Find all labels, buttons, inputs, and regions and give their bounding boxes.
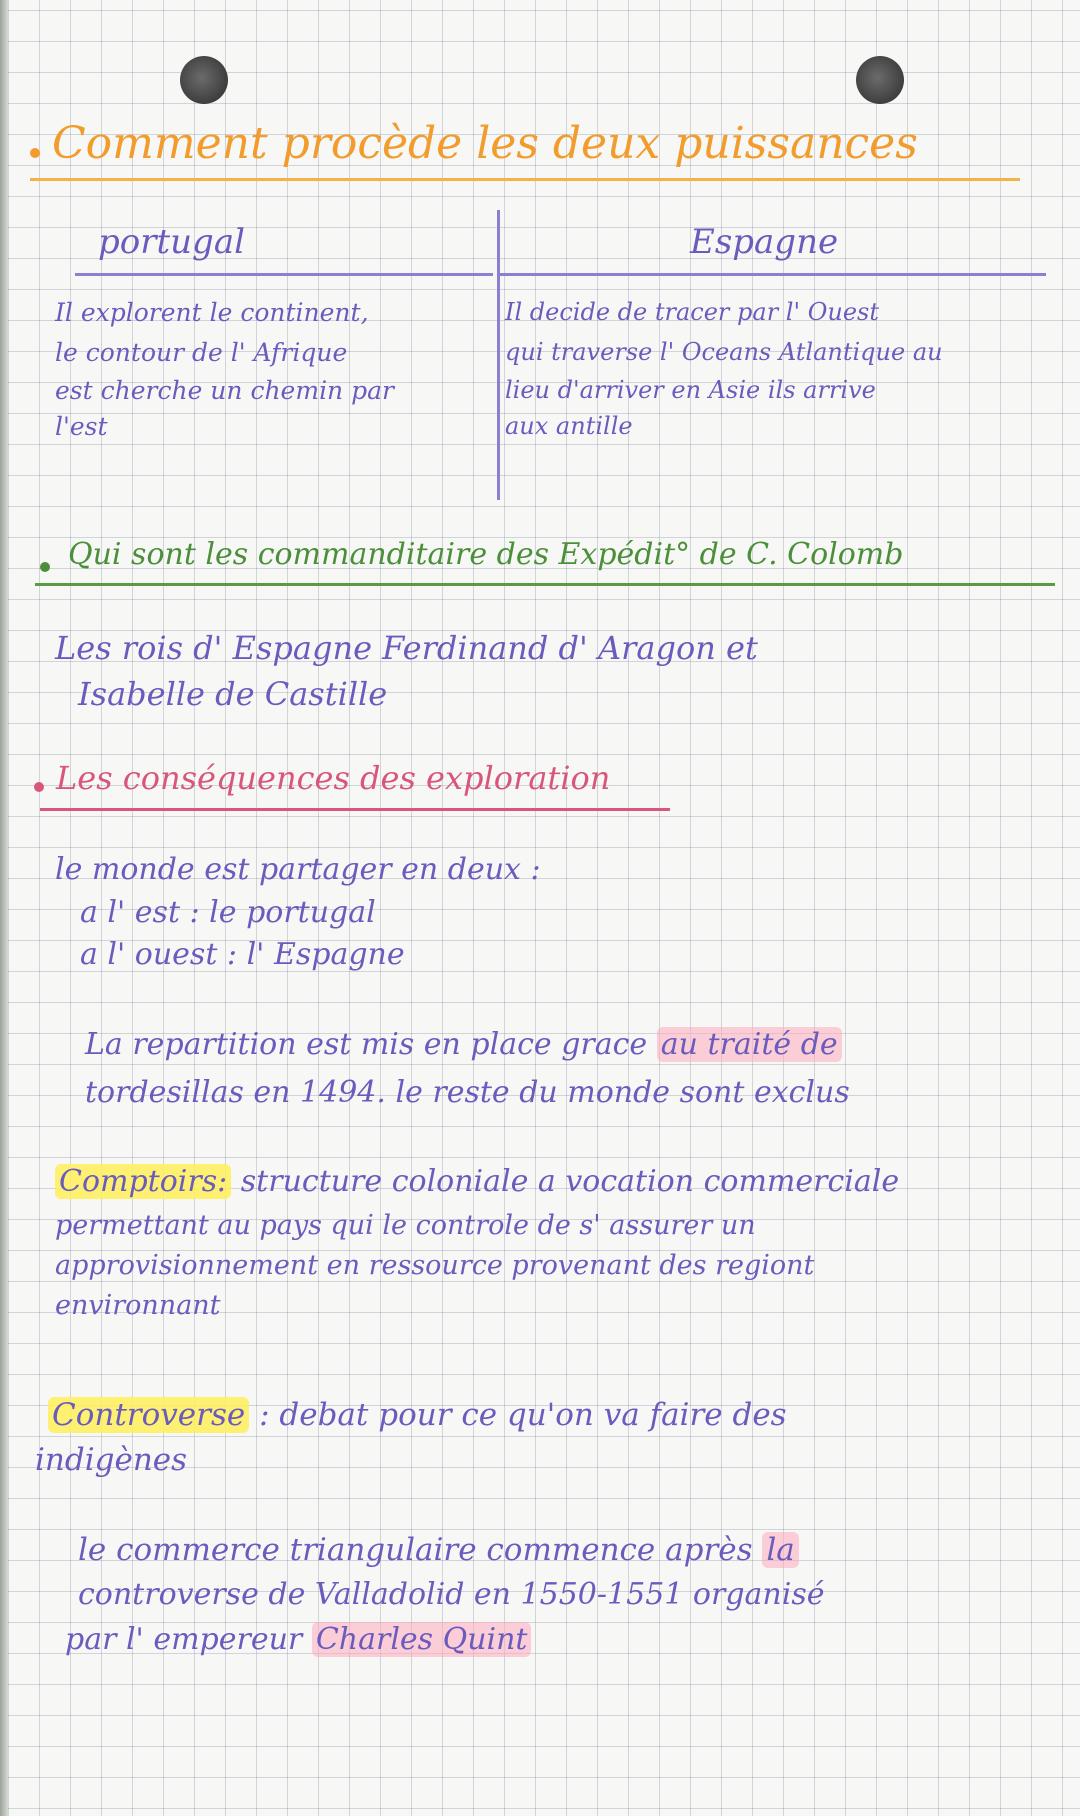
punch-hole-right	[856, 56, 904, 104]
highlight-charles-quint: Charles Quint	[312, 1622, 532, 1657]
bullet-dot	[40, 562, 50, 572]
repartition-text: La repartition est mis en place grace	[85, 1027, 648, 1062]
controverse-line-1	[48, 1397, 787, 1433]
left-line-2: le contour de l' Afrique	[55, 338, 348, 367]
comptoir-line-4: environnant	[55, 1290, 221, 1321]
section-underline	[35, 583, 1055, 586]
section-heading-commanditaires: Qui sont les commanditaire des Expédit° de C. Colomb	[68, 537, 904, 572]
section-heading-consequences: Les conséquences des exploration	[56, 759, 611, 797]
punch-hole-left	[180, 56, 228, 104]
empereur-text: par l' empereur	[65, 1622, 303, 1657]
consequence-line-3: a l' ouest : l' Espagne	[80, 937, 405, 972]
commerce-line-3	[65, 1622, 531, 1657]
highlight-controverse: Controverse	[48, 1397, 249, 1433]
right-line-2: qui traverse l' Oceans Atlantique au	[505, 338, 943, 366]
highlight-comptoirs: Comptoirs:	[55, 1164, 231, 1199]
highlight-traite: au traité de	[657, 1027, 842, 1062]
comptoir-line-1	[55, 1164, 900, 1199]
comptoir-line-3: approvisionnement en ressource provenant des regiont	[55, 1250, 815, 1281]
commerce-line-2: controverse de Valladolid en 1550-1551 organisé	[78, 1577, 825, 1612]
column-heading-underline-right	[500, 273, 1046, 276]
controverse-line-2: indigènes	[35, 1442, 188, 1478]
page-edge	[0, 0, 8, 1816]
bullet-dot	[34, 782, 44, 792]
bullet-dot	[30, 148, 40, 158]
repartition-line-1	[85, 1027, 842, 1062]
column-divider	[497, 210, 500, 500]
right-line-3: lieu d'arriver en Asie ils arrive	[505, 376, 876, 404]
reste-text: le reste du monde sont exclus	[395, 1075, 850, 1110]
column-heading-espagne: Espagne	[690, 222, 839, 262]
right-line-4: aux antille	[505, 412, 633, 440]
highlight-la: la	[762, 1532, 798, 1568]
comptoir-line-2: permettant au pays qui le controle de s' assurer un	[55, 1210, 756, 1241]
title-underline	[30, 178, 1020, 181]
consequence-line-1: le monde est partager en deux :	[55, 852, 541, 887]
left-line-1: Il explorent le continent,	[55, 298, 369, 327]
left-line-4: l'est	[55, 412, 108, 441]
commerce-line-1	[78, 1532, 799, 1568]
section-underline	[40, 808, 670, 811]
left-line-3: est cherche un chemin par	[55, 376, 394, 405]
column-heading-underline-left	[75, 273, 493, 276]
repartition-line-2	[85, 1075, 850, 1110]
rois-line-2: Isabelle de Castille	[78, 675, 388, 713]
comptoir-def: structure coloniale a vocation commerciale	[240, 1164, 900, 1199]
tordesillas-text: tordesillas en 1494.	[85, 1075, 386, 1110]
right-line-1: Il decide de tracer par l' Ouest	[505, 298, 880, 326]
section-title: Comment procède les deux puissances	[52, 118, 918, 169]
rois-line-1: Les rois d' Espagne Ferdinand d' Aragon et	[55, 629, 758, 667]
column-heading-portugal: portugal	[98, 222, 245, 262]
controverse-def: : debat pour ce qu'on va faire des	[259, 1397, 787, 1433]
consequence-line-2: a l' est : le portugal	[80, 895, 376, 930]
commerce-text: le commerce triangulaire commence après	[78, 1532, 753, 1568]
